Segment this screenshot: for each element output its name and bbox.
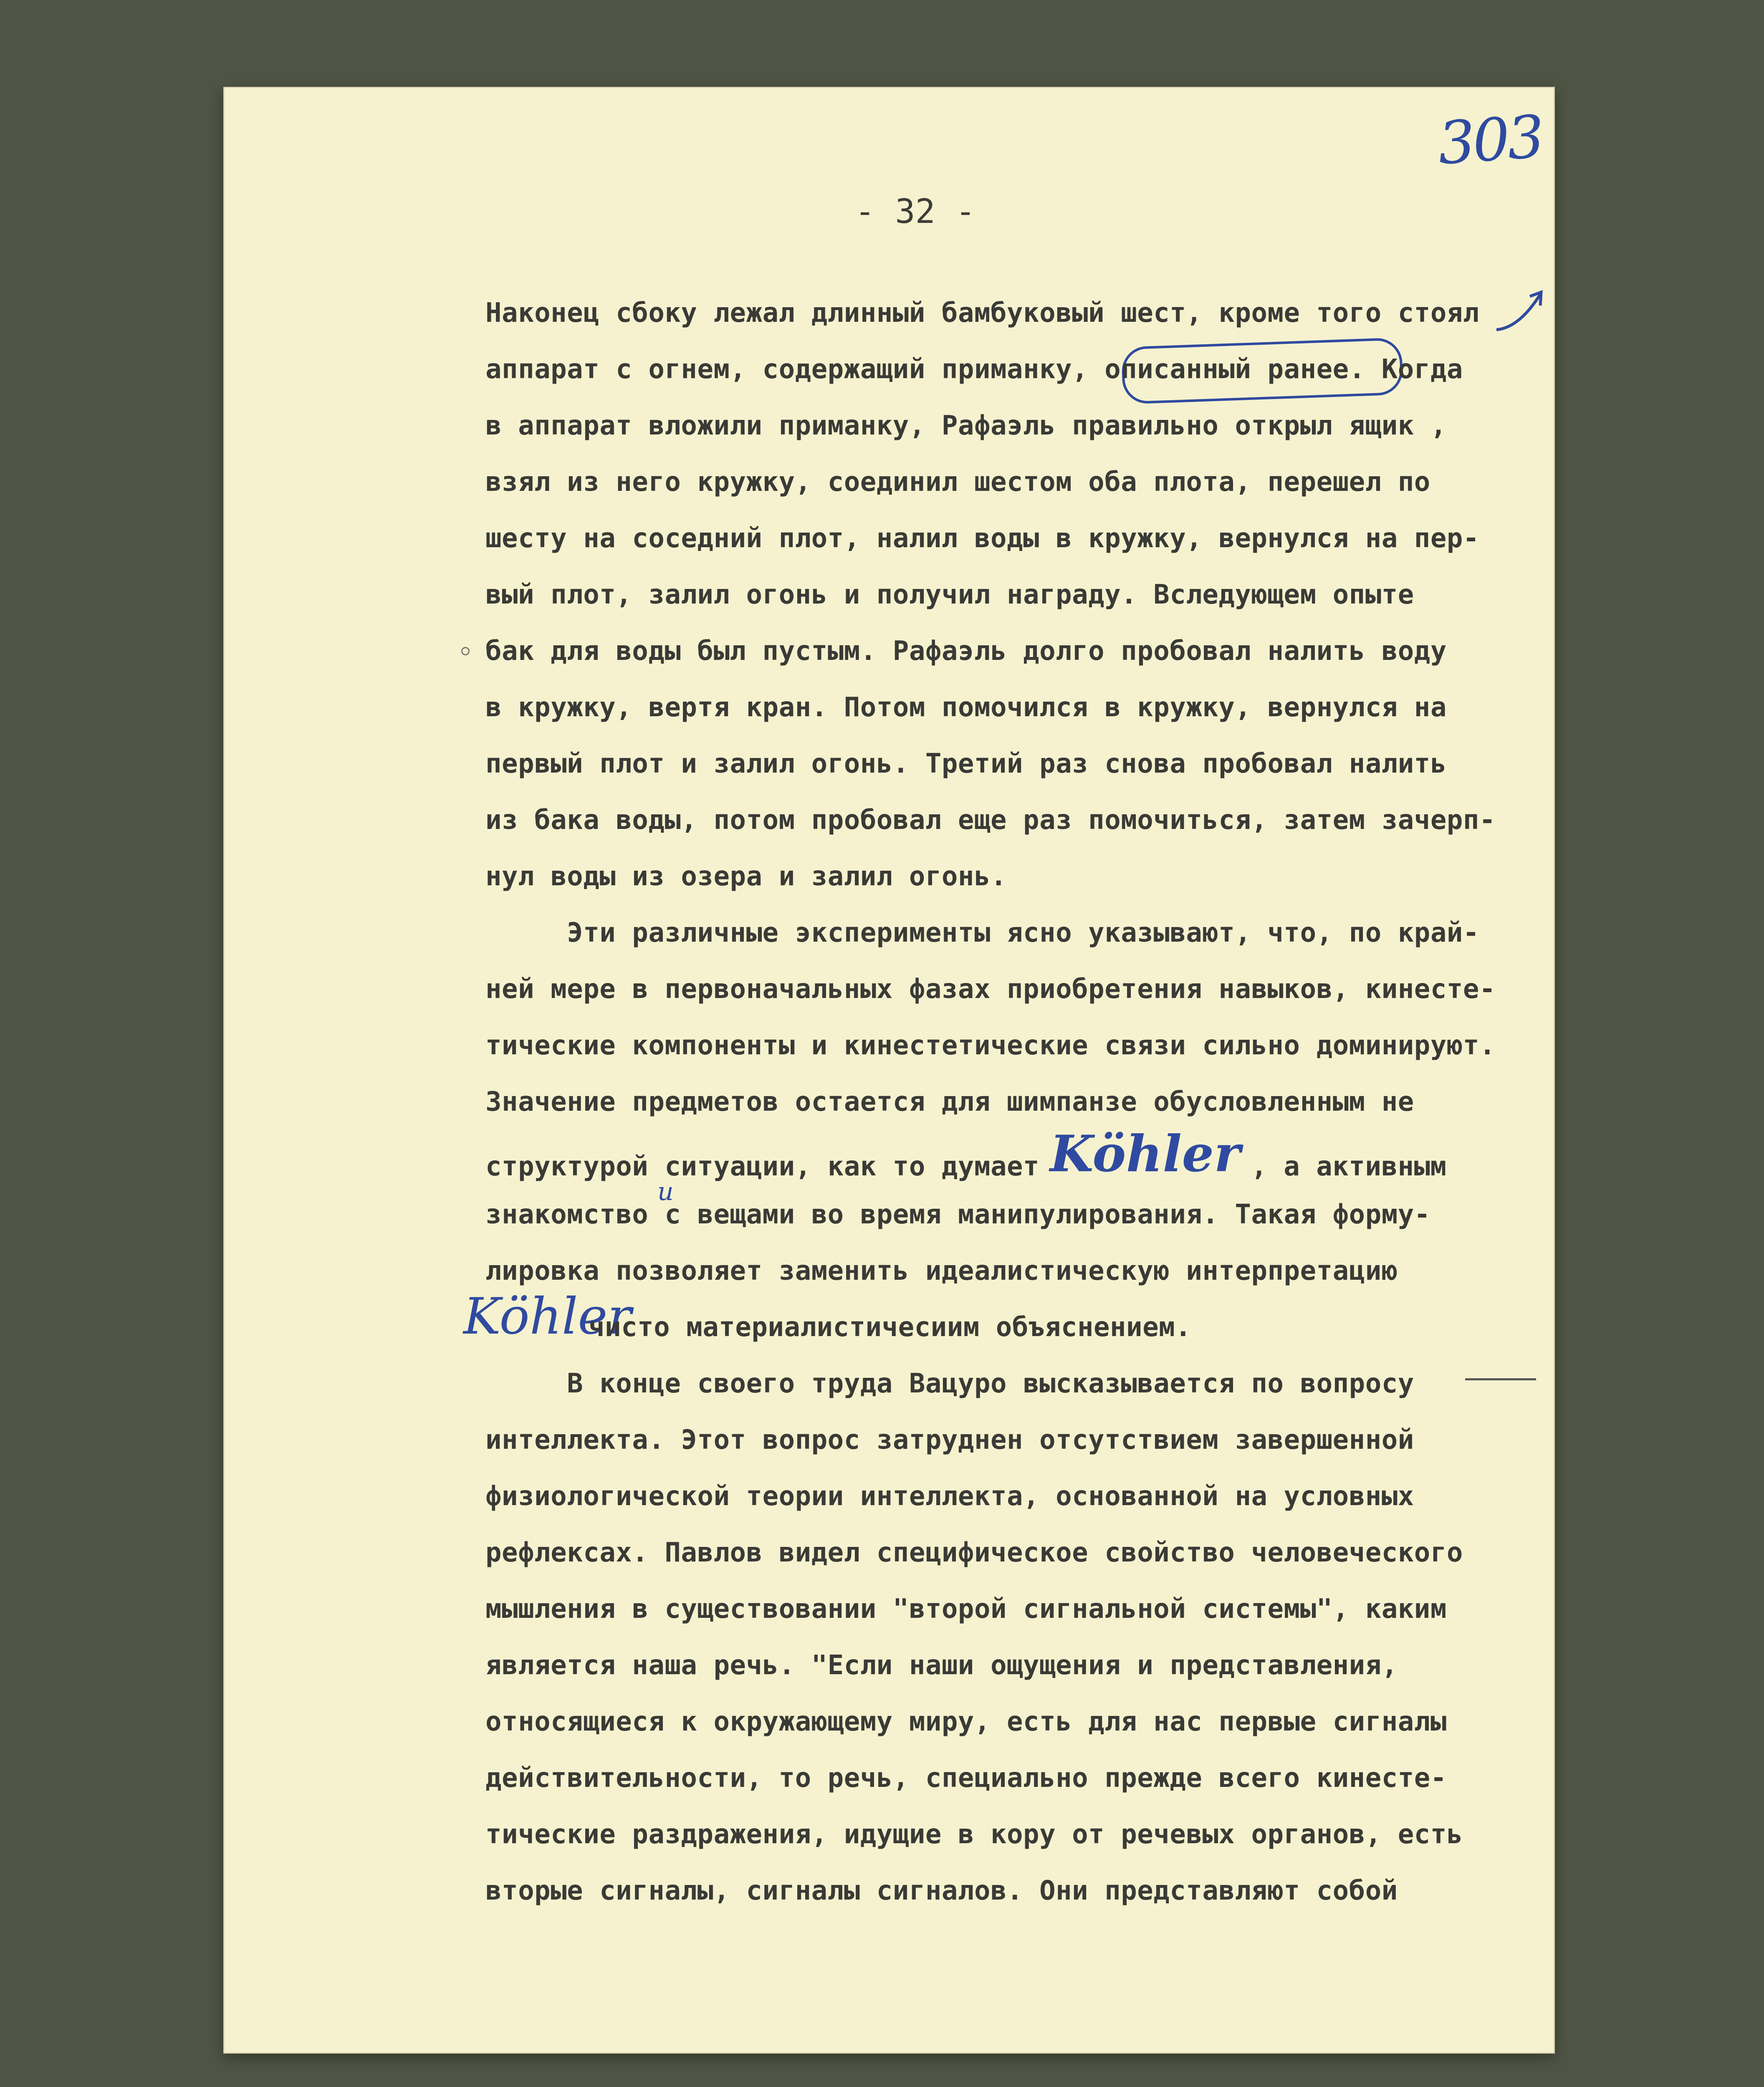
text-line-13: ней мере в первоначальных фазах приобретения навыков, кинесте-	[485, 974, 1496, 1005]
text-line-29: вторые сигналы, сигналы сигналов. Они представляют собой	[485, 1875, 1398, 1906]
text-line-4: взял из него кружку, соединил шестом оба плота, перешел по	[485, 467, 1430, 498]
margin-dash	[1465, 1378, 1536, 1380]
text-line-14: тические компоненты и кинестетические связи сильно доминируют.	[485, 1030, 1496, 1061]
text-line-16-start: структурой ситуации, как то думает	[485, 1151, 1040, 1182]
text-line-16-end: , а активным	[1251, 1151, 1447, 1182]
text-line-26: относящиеся к окружающему миру, есть для нас первые сигналы	[485, 1706, 1447, 1737]
text-line-18: лировка позволяет заменить идеалистическую интерпретацию	[485, 1256, 1398, 1286]
text-line-9: первый плот и залил огонь. Третий раз снова пробовал налить	[485, 748, 1447, 779]
text-line-15: Значение предметов остается для шимпанзе обусловленным не	[485, 1086, 1414, 1117]
text-line-2: аппарат с огнем, содержащий приманку, описанный ранее. Когда	[485, 354, 1463, 385]
ink-arrow-icon	[1494, 288, 1549, 334]
text-line-10: из бака воды, потом пробовал еще раз помочиться, затем зачерп-	[485, 805, 1496, 836]
text-line-12: Эти различные эксперименты ясно указывают, что, по край-	[485, 917, 1479, 948]
text-line-6: вый плот, залил огонь и получил награду. Вследующем опыте	[485, 579, 1414, 610]
text-line-25: является наша речь. "Если наши ощущения и представления,	[485, 1650, 1398, 1681]
text-line-24: мышления в существовании "второй сигнальной системы", каким	[485, 1594, 1447, 1625]
archive-number: 303	[1435, 103, 1544, 178]
text-line-21: интеллекта. Этот вопрос затруднен отсутствием завершенной	[485, 1425, 1414, 1455]
text-line-23: рефлексах. Павлов видел специфическое свойство человеческого	[485, 1537, 1463, 1568]
text-line-8: в кружку, вертя кран. Потом помочился в кружку, вернулся на	[485, 692, 1447, 723]
handwritten-kohler-1: Köhler	[1050, 1124, 1241, 1183]
handwritten-insert: и	[657, 1177, 674, 1206]
margin-dot	[461, 647, 470, 655]
text-line-27: действительности, то речь, специально прежде всего кинесте-	[485, 1763, 1447, 1794]
text-line-28: тические раздражения, идущие в кору от речевых органов, есть	[485, 1819, 1463, 1850]
text-line-3: в аппарат вложили приманку, Рафаэль правильно открыл ящик ,	[485, 410, 1447, 441]
page-number: - 32 -	[855, 192, 976, 231]
text-line-16	[485, 1124, 1447, 1185]
text-line-20: В конце своего труда Вацуро высказывается по вопросу	[485, 1368, 1414, 1399]
text-line-22: физиологической теории интеллекта, основанной на условных	[485, 1481, 1414, 1512]
handwritten-kohler-2: Köhler	[463, 1288, 632, 1346]
text-line-1: Наконец сбоку лежал длинный бамбуковый шест, кроме того стоял	[485, 298, 1479, 328]
text-line-19: чисто материалистичесиим объяснением.	[589, 1312, 1192, 1343]
text-line-17: знакомство с вещами во время манипулирования. Такая форму-	[485, 1199, 1430, 1230]
text-line-11: нул воды из озера и залил огонь.	[485, 861, 1007, 892]
text-line-5: шесту на соседний плот, налил воды в кружку, вернулся на пер-	[485, 523, 1479, 554]
text-line-7: бак для воды был пустым. Рафаэль долго пробовал налить воду	[485, 636, 1447, 667]
